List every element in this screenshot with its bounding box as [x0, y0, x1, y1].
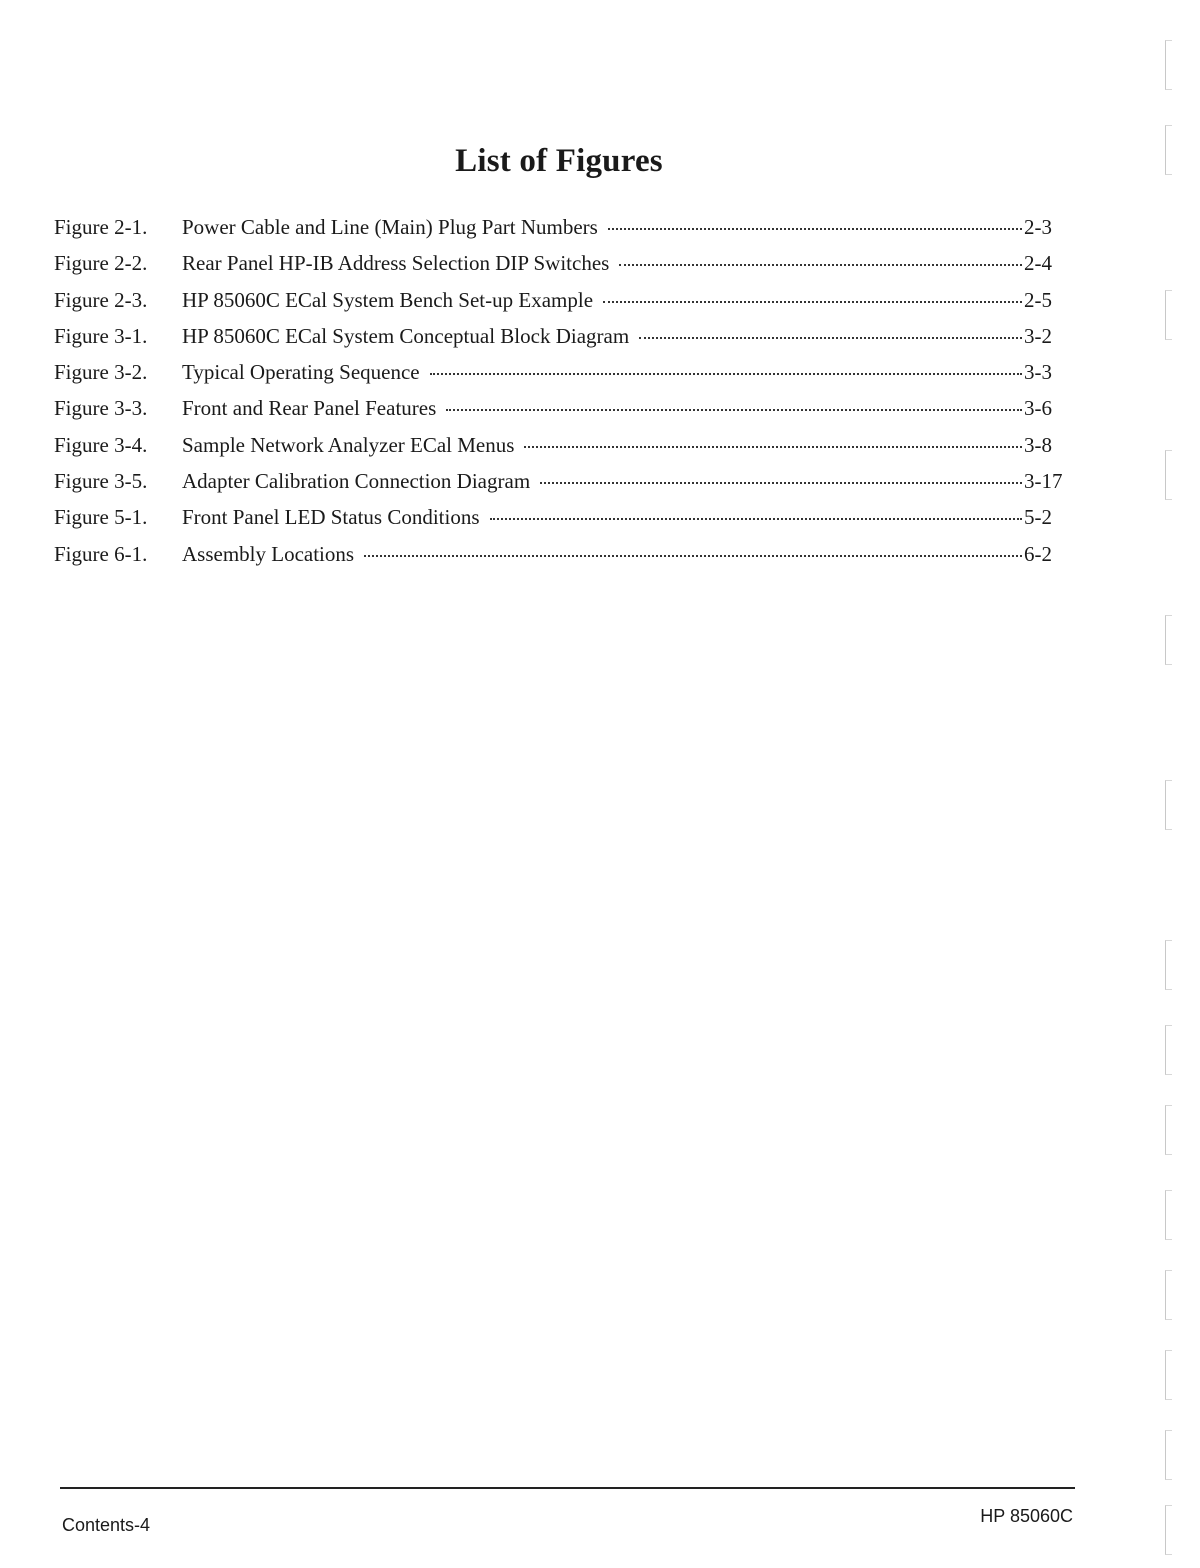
dot-leader	[540, 482, 1022, 484]
footer-page-label: Contents-4	[62, 1515, 151, 1535]
figure-list-entry[interactable]	[54, 542, 1064, 578]
dot-leader	[490, 518, 1022, 520]
figure-number: Figure 3-5.	[54, 469, 148, 494]
binder-mark	[1165, 780, 1172, 830]
binder-mark	[1165, 40, 1172, 90]
figure-page-number: 3-3	[1024, 360, 1052, 385]
binder-mark	[1165, 940, 1172, 990]
footer-product-name: HP 85060C	[980, 1506, 1073, 1526]
binder-mark	[1165, 290, 1172, 340]
binder-mark	[1165, 1105, 1172, 1155]
figure-number: Figure 2-1.	[54, 215, 148, 239]
binder-mark	[1165, 1270, 1172, 1320]
dot-leader	[446, 409, 1022, 411]
binder-mark	[1165, 125, 1172, 175]
dot-leader	[619, 264, 1022, 266]
figure-title: Power Cable and Line (Main) Plug Part Numbers	[182, 215, 598, 239]
figure-title: Front and Rear Panel Features	[182, 396, 437, 421]
figure-title: Rear Panel HP-IB Address Selection DIP Switches	[182, 251, 610, 276]
binder-mark	[1165, 615, 1172, 665]
figure-page-number: 2-3	[1024, 215, 1052, 239]
figure-number: Figure 3-2.	[54, 360, 148, 385]
figure-page-number: 2-5	[1024, 287, 1052, 312]
dot-leader	[524, 446, 1022, 448]
dot-leader	[430, 373, 1022, 375]
figure-page-number: 6-2	[1024, 541, 1052, 566]
figure-list-entry[interactable]	[54, 433, 1064, 469]
figure-number: Figure 3-3.	[54, 396, 148, 421]
figure-list-entry[interactable]	[54, 360, 1064, 396]
figure-list-entry[interactable]	[54, 251, 1064, 287]
dot-leader	[364, 555, 1022, 557]
figure-number: Figure 5-1.	[54, 505, 148, 530]
figure-title: Assembly Locations	[182, 541, 355, 566]
figure-page-number: 3-8	[1024, 432, 1052, 457]
figure-title: Typical Operating Sequence	[182, 360, 420, 385]
dot-leader	[603, 301, 1022, 303]
dot-leader	[639, 337, 1022, 339]
binder-mark	[1165, 1190, 1172, 1240]
figure-title: HP 85060C ECal System Bench Set-up Example	[182, 287, 594, 312]
figure-number: Figure 3-1.	[54, 323, 148, 348]
binder-mark	[1165, 450, 1172, 500]
page-title: List of Figures	[455, 143, 663, 179]
figure-page-number: 5-2	[1024, 505, 1052, 530]
figure-page-number: 2-4	[1024, 251, 1052, 276]
figure-number: Figure 2-3.	[54, 287, 148, 312]
figure-list-entry[interactable]	[54, 505, 1064, 541]
binder-mark	[1165, 1025, 1172, 1075]
figure-page-number: 3-17	[1024, 469, 1063, 494]
figure-number: Figure 2-2.	[54, 251, 148, 276]
figure-list-entry[interactable]	[54, 469, 1064, 505]
figure-number: Figure 3-4.	[54, 432, 148, 457]
figure-title: Front Panel LED Status Conditions	[182, 505, 480, 530]
figure-list-entry[interactable]	[54, 396, 1064, 432]
footer-rule	[60, 1487, 1075, 1489]
figure-page-number: 3-2	[1024, 323, 1052, 348]
binder-mark	[1165, 1350, 1172, 1400]
binder-mark	[1165, 1505, 1172, 1555]
figure-list	[54, 215, 1064, 578]
binder-mark	[1165, 1430, 1172, 1480]
figure-title: HP 85060C ECal System Conceptual Block Diagram	[182, 323, 630, 348]
binder-edge-marks	[1158, 40, 1172, 1540]
dot-leader	[608, 228, 1022, 230]
figure-title: Sample Network Analyzer ECal Menus	[182, 432, 515, 457]
figure-list-entry[interactable]	[54, 324, 1064, 360]
figure-page-number: 3-6	[1024, 396, 1052, 421]
figure-title: Adapter Calibration Connection Diagram	[182, 469, 531, 494]
figure-list-entry[interactable]	[54, 288, 1064, 324]
figure-list-entry[interactable]	[54, 215, 1064, 251]
figure-number: Figure 6-1.	[54, 541, 148, 566]
